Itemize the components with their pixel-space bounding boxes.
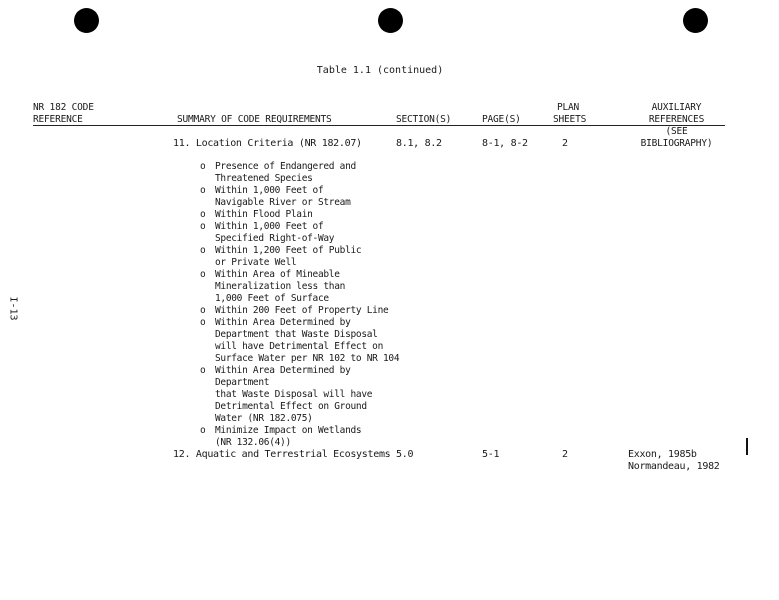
bullet-item: [200, 245, 400, 269]
row-11-pages: 8-1, 8-2: [482, 138, 528, 149]
bullet-line: Threatened Species: [215, 173, 313, 184]
row-12-auxiliary: [628, 449, 720, 473]
bullet-line: Within 200 Feet of Property Line: [215, 305, 389, 316]
bullet-line: (NR 132.06(4)): [215, 437, 291, 448]
bullet-line: Within 1,200 Feet of Public: [215, 245, 362, 256]
bullet-marker: o: [200, 425, 206, 436]
bullet-line: Within Area Determined by Department: [215, 365, 351, 388]
row-12-pages: 5-1: [482, 449, 500, 460]
bullet-line: Mineralization less than: [215, 281, 346, 292]
table-title: Table 1.1 (continued): [316, 65, 444, 76]
bullet-line: Presence of Endangered and: [215, 161, 356, 172]
bullet-line: Department that Waste Disposal: [215, 329, 378, 340]
bullet-line: Within Area Determined by: [215, 317, 351, 328]
row-12-sections: 5.0: [396, 449, 414, 460]
bullet-item: [200, 365, 400, 425]
header-nr-code: [33, 102, 94, 126]
bullet-line: that Waste Disposal will have: [215, 389, 373, 400]
bullet-item: [200, 305, 400, 317]
header-nr-code-line: NR 182 CODE: [33, 102, 94, 113]
row-11-sections: 8.1, 8.2: [396, 138, 442, 149]
bullet-item: [200, 185, 400, 209]
aux-reference: Normandeau, 1982: [628, 461, 720, 472]
bullet-line: 1,000 Feet of Surface: [215, 293, 329, 304]
row-12-summary: 12. Aquatic and Terrestrial Ecosystems: [173, 449, 391, 460]
bullet-line: Detrimental Effect on Ground: [215, 401, 367, 412]
bullet-line: or Private Well: [215, 257, 297, 268]
bullet-marker: o: [200, 305, 206, 316]
bullet-item: [200, 425, 400, 449]
header-underline: [33, 125, 725, 126]
punch-hole-right: [683, 8, 708, 33]
row-11-bullet-list: [200, 161, 400, 449]
bullet-line: Minimize Impact on Wetlands: [215, 425, 362, 436]
punch-hole-left: [74, 8, 99, 33]
header-aux-line-1: AUXILIARY REFERENCES: [648, 102, 705, 125]
header-pages: PAGE(S): [482, 114, 521, 125]
bullet-line: will have Detrimental Effect on: [215, 341, 384, 352]
row-12-plan-sheets: 2: [562, 449, 568, 460]
side-page-number: I-13: [7, 296, 19, 321]
aux-reference: Exxon, 1985b: [628, 449, 697, 460]
header-sections: SECTION(S): [396, 114, 452, 125]
bullet-line: Navigable River or Stream: [215, 197, 351, 208]
bullet-line: Within Area of Mineable: [215, 269, 340, 280]
header-aux-line-2: (SEE BIBLIOGRAPHY): [640, 126, 713, 149]
bullet-item: [200, 209, 400, 221]
bullet-marker: o: [200, 161, 206, 172]
bullet-item: [200, 317, 400, 365]
bullet-marker: o: [200, 317, 206, 328]
header-plan-sheets: [553, 102, 587, 126]
bullet-marker: o: [200, 245, 206, 256]
bullet-item: [200, 269, 400, 305]
row-11-plan-sheets: 2: [562, 138, 568, 149]
bullet-marker: o: [200, 221, 206, 232]
bullet-line: Water (NR 182.075): [215, 413, 313, 424]
header-summary: SUMMARY OF CODE REQUIREMENTS: [177, 114, 332, 125]
bullet-line: Specified Right-of-Way: [215, 233, 335, 244]
bullet-marker: o: [200, 269, 206, 280]
bullet-line: Within 1,000 Feet of: [215, 185, 324, 196]
bullet-marker: o: [200, 209, 206, 220]
bullet-item: [200, 161, 400, 185]
header-sheets-line: SHEETS: [553, 114, 587, 125]
header-plan-line: PLAN: [556, 102, 580, 113]
header-auxiliary: [628, 102, 725, 150]
bullet-marker: o: [200, 365, 206, 376]
punch-hole-center: [378, 8, 403, 33]
bullet-line: Surface Water per NR 102 to NR 104: [215, 353, 400, 364]
bullet-line: Within 1,000 Feet of: [215, 221, 324, 232]
row-11-summary: 11. Location Criteria (NR 182.07): [173, 138, 362, 149]
bullet-marker: o: [200, 185, 206, 196]
header-reference-line: REFERENCE: [33, 114, 83, 125]
bullet-line: Within Flood Plain: [215, 209, 313, 220]
bullet-item: [200, 221, 400, 245]
revision-margin-bar: [746, 438, 748, 455]
